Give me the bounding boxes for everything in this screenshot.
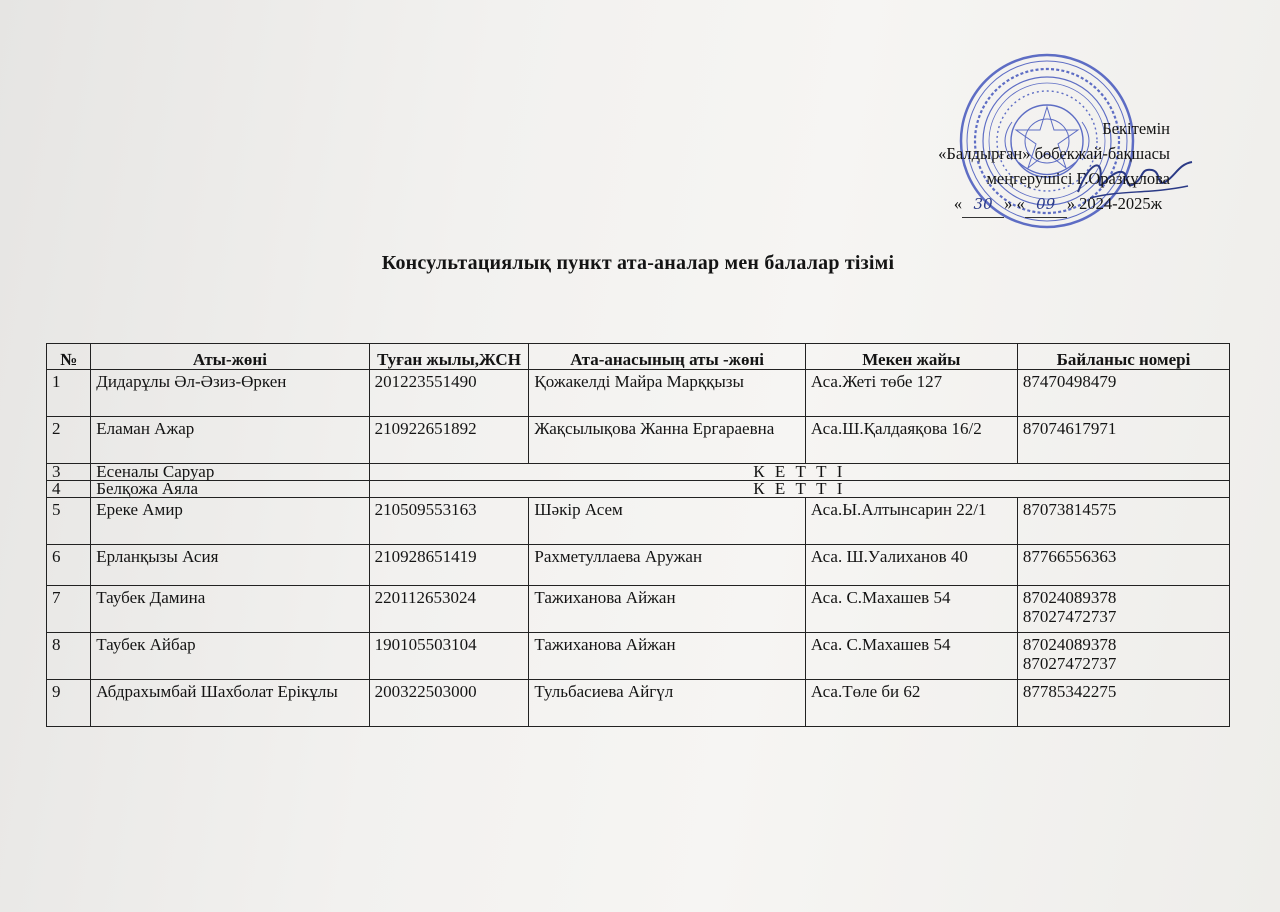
row-number: 7 — [47, 586, 91, 633]
row-address: Аса. С.Махашев 54 — [805, 633, 1017, 680]
row-number: 1 — [47, 370, 91, 417]
row-phone — [1017, 633, 1229, 680]
row-parent-name: Жақсылықова Жанна Ергараевна — [529, 417, 805, 464]
row-phone: 87074617971 — [1017, 417, 1229, 464]
approval-day: 30 — [962, 192, 1004, 218]
participants-table — [46, 343, 1230, 727]
row-child-name: Есеналы Саруар — [91, 464, 369, 481]
row-number: 4 — [47, 481, 91, 498]
row-number: 6 — [47, 545, 91, 586]
row-number: 2 — [47, 417, 91, 464]
table-row — [47, 464, 1230, 481]
document-title-text: Консультациялық пункт ата-аналар мен балалар тізімі — [381, 252, 895, 274]
header-parent-name: Ата-анасының аты -жөні — [529, 344, 805, 370]
row-address: Аса.Төле би 62 — [805, 680, 1017, 727]
table-row — [47, 498, 1230, 545]
row-phone: 87766556363 — [1017, 545, 1229, 586]
date-middle-quote: » « — [1004, 194, 1025, 213]
approval-year: » 2024-2025ж — [1066, 194, 1162, 213]
header-address: Мекен жайы — [805, 344, 1017, 370]
row-iin: 210928651419 — [369, 545, 529, 586]
row-child-name: Ереке Амир — [91, 498, 369, 545]
table-row — [47, 417, 1230, 464]
row-iin: 210509553163 — [369, 498, 529, 545]
row-child-name: Дидарұлы Әл-Әзиз-Өркен — [91, 370, 369, 417]
row-left-note: К Е Т Т І — [369, 464, 1229, 481]
row-phone-secondary: 87027472737 — [1022, 607, 1117, 626]
row-parent-name: Шәкір Асем — [529, 498, 805, 545]
approval-date — [830, 191, 1170, 218]
row-phone-primary: 87024089378 — [1022, 588, 1117, 607]
row-phone: 87073814575 — [1017, 498, 1229, 545]
row-address: Аса.Ы.Алтынсарин 22/1 — [805, 498, 1017, 545]
table-row — [47, 370, 1230, 417]
row-child-name: Таубек Айбар — [91, 633, 369, 680]
row-number: 5 — [47, 498, 91, 545]
row-iin: 220112653024 — [369, 586, 529, 633]
row-child-name: Белқожа Аяла — [91, 481, 369, 498]
row-number: 9 — [47, 680, 91, 727]
row-address: Аса.Жеті төбе 127 — [805, 370, 1017, 417]
row-phone: 87470498479 — [1017, 370, 1229, 417]
row-parent-name: Тажиханова Айжан — [529, 586, 805, 633]
row-iin: 200322503000 — [369, 680, 529, 727]
row-parent-name: Тульбасиева Айгүл — [529, 680, 805, 727]
table-row — [47, 545, 1230, 586]
row-child-name: Абдрахымбай Шахболат Ерікұлы — [91, 680, 369, 727]
row-child-name: Еламан Ажар — [91, 417, 369, 464]
row-parent-name: Рахметуллаева Аружан — [529, 545, 805, 586]
row-parent-name: Тажиханова Айжан — [529, 633, 805, 680]
row-child-name: Таубек Дамина — [91, 586, 369, 633]
header-number: № — [47, 344, 91, 370]
date-open-quote: « — [953, 194, 963, 213]
table-row — [47, 481, 1230, 498]
row-phone: 87785342275 — [1017, 680, 1229, 727]
row-phone-primary: 87024089378 — [1022, 635, 1117, 654]
row-iin: 190105503104 — [369, 633, 529, 680]
row-iin: 201223551490 — [369, 370, 529, 417]
row-address: Аса. С.Махашев 54 — [805, 586, 1017, 633]
approval-head-name: меңгерушісі Г.Оразқұлова — [986, 169, 1170, 188]
table-row — [47, 680, 1230, 727]
table-header-row — [47, 344, 1230, 370]
approval-block — [830, 116, 1170, 218]
row-child-name: Ерланқызы Асия — [91, 545, 369, 586]
row-parent-name: Қожакелді Майра Марққызы — [529, 370, 805, 417]
row-address: Аса. Ш.Уалиханов 40 — [805, 545, 1017, 586]
row-address: Аса.Ш.Қалдаяқова 16/2 — [805, 417, 1017, 464]
row-number: 8 — [47, 633, 91, 680]
row-phone — [1017, 586, 1229, 633]
header-full-name: Аты-жөні — [91, 344, 369, 370]
row-iin: 210922651892 — [369, 417, 529, 464]
header-birth-iin: Туған жылы,ЖСН — [369, 344, 529, 370]
document-title — [0, 252, 1280, 275]
table-row — [47, 586, 1230, 633]
row-phone-secondary: 87027472737 — [1022, 654, 1117, 673]
header-phone: Байланыс номері — [1017, 344, 1229, 370]
approval-heading: Бекітемін — [1102, 119, 1170, 138]
row-left-note: К Е Т Т І — [369, 481, 1229, 498]
table-row — [47, 633, 1230, 680]
row-number: 3 — [47, 464, 91, 481]
approval-month: 09 — [1025, 192, 1067, 218]
approval-institution: «Балдырған» бөбекжай-бақшасы — [938, 144, 1170, 163]
